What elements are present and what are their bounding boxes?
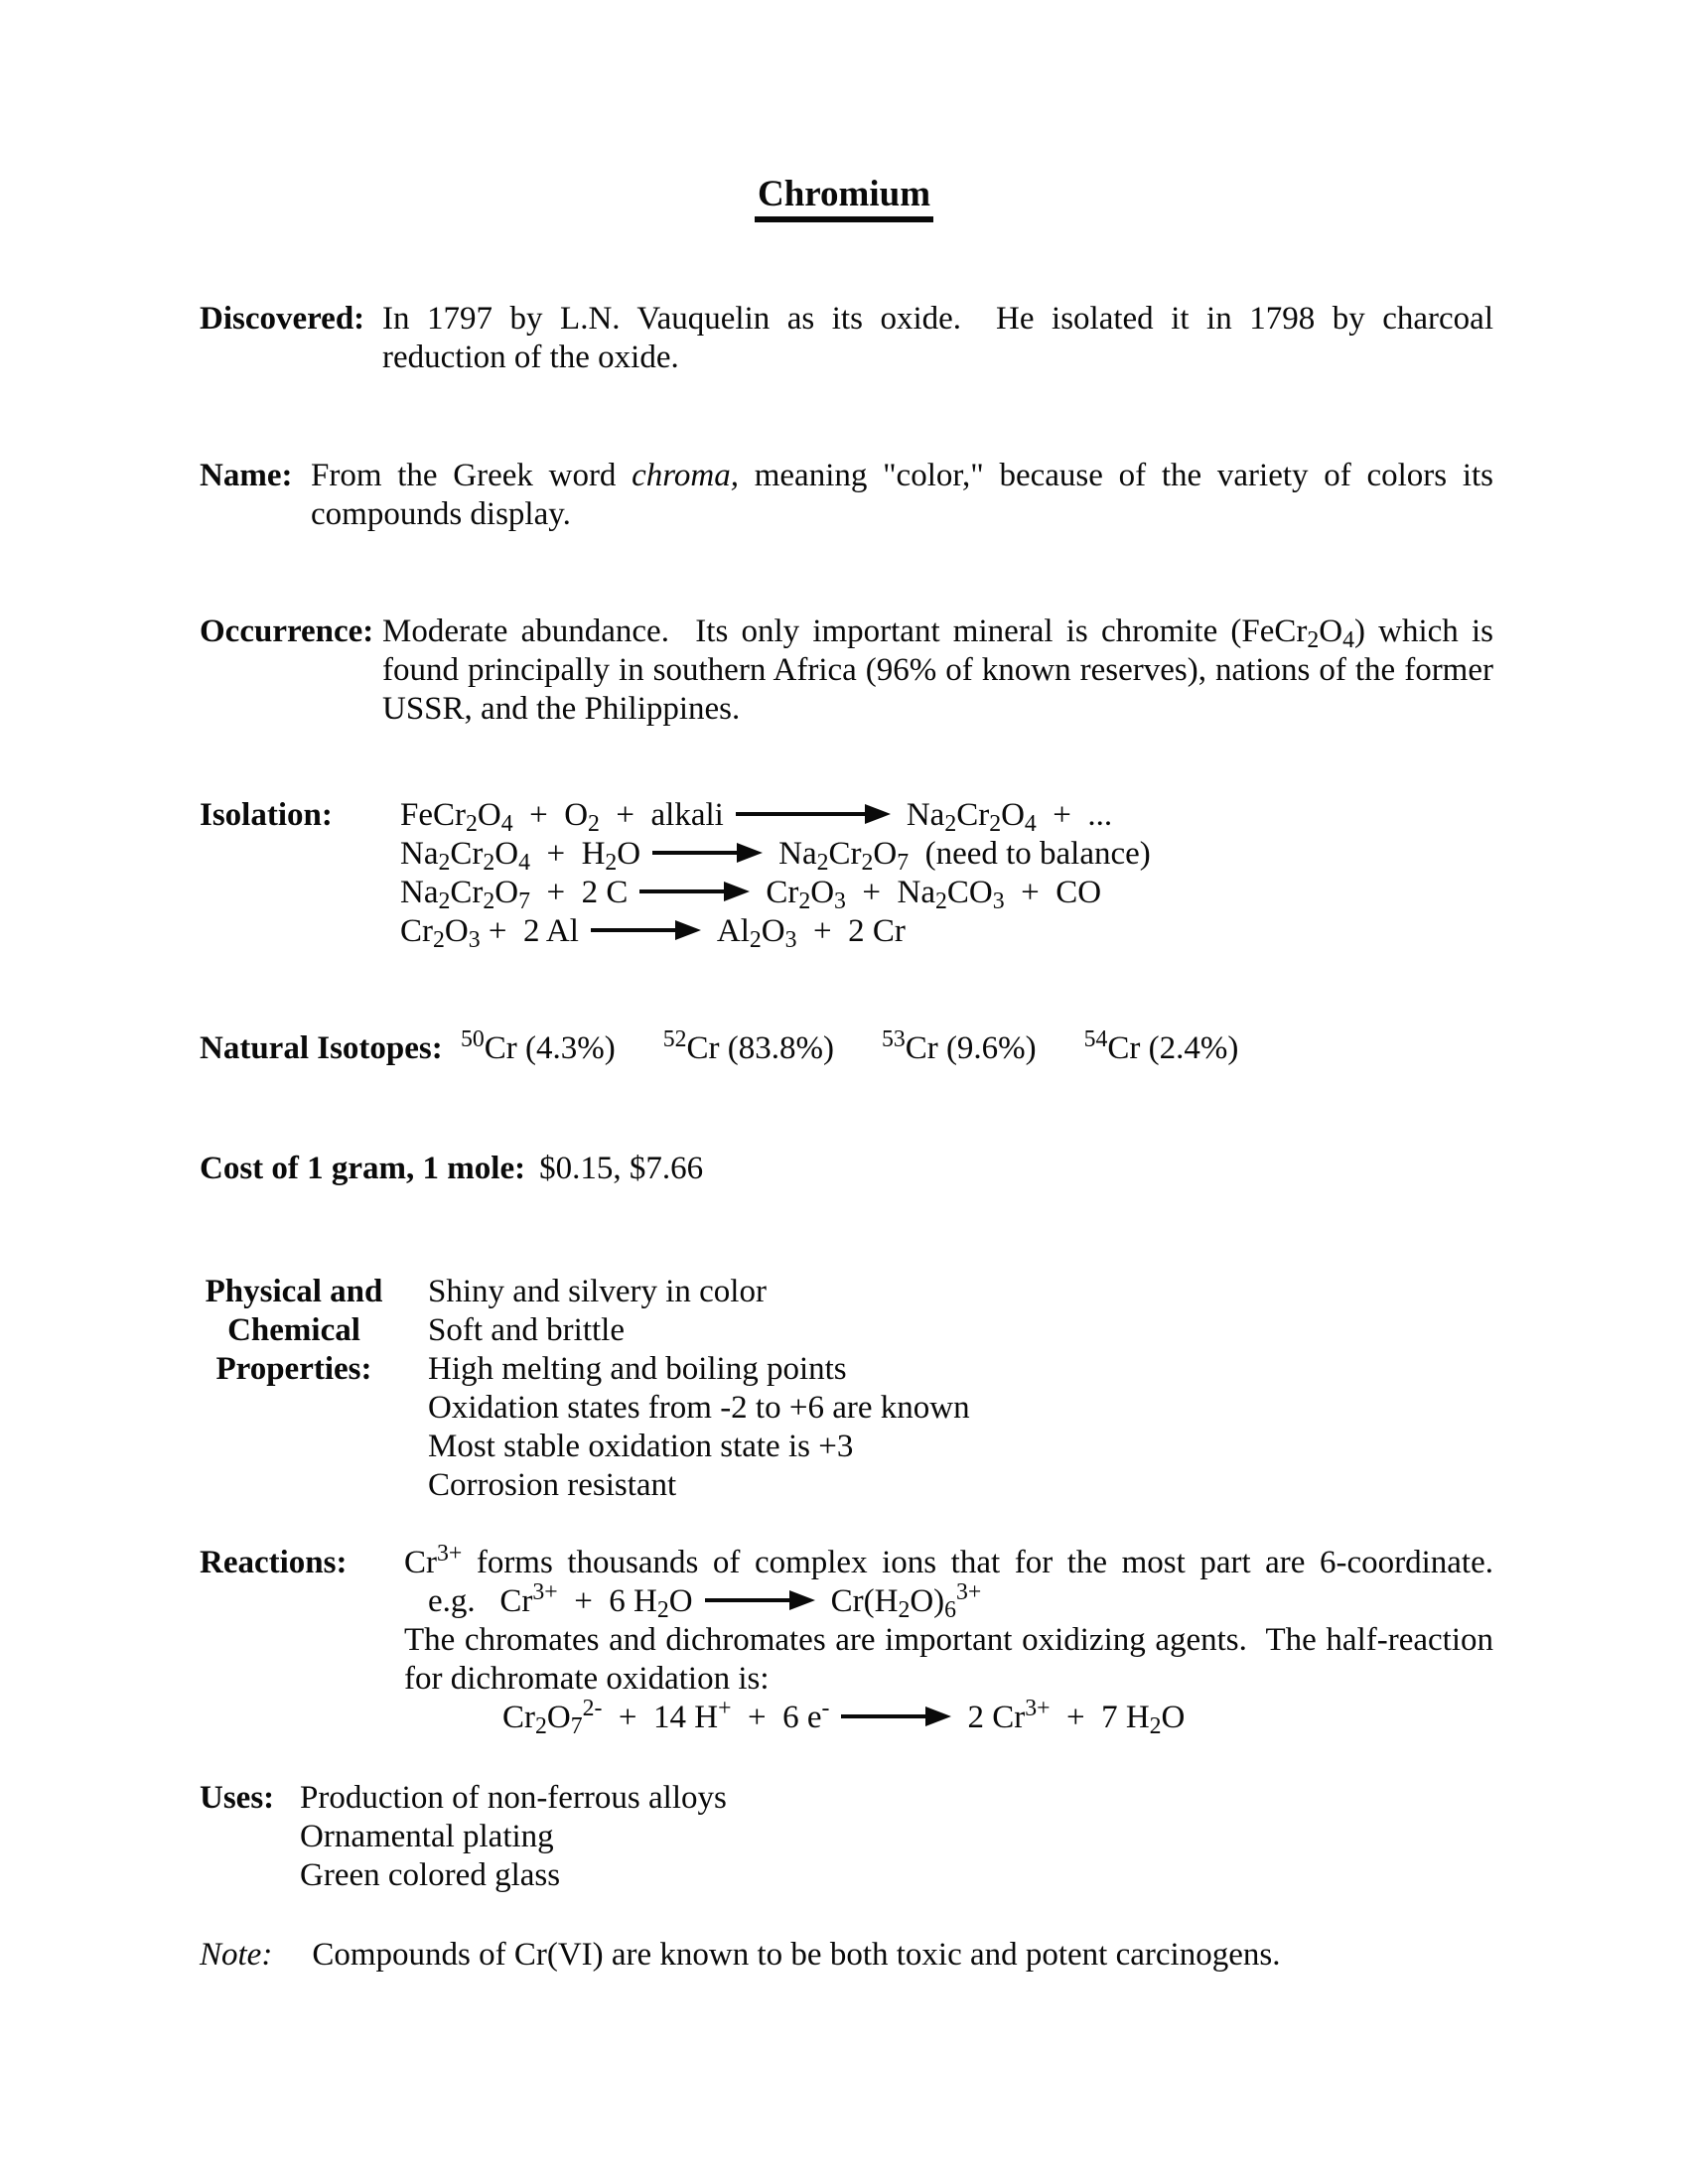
isotopes-label: Natural Isotopes: xyxy=(200,1030,443,1066)
equation-rhs: $Al_2O_3 + 2$ Cr xyxy=(716,913,906,954)
isotopes-list xyxy=(461,1026,1688,1068)
note-label: Note: xyxy=(200,1937,273,1973)
use-item: Production of non-ferrous alloys xyxy=(300,1780,727,1816)
isolation-label: Isolation: xyxy=(200,797,333,833)
properties-label-line: Chemical xyxy=(227,1312,360,1348)
section-reactions xyxy=(0,1541,1688,1740)
section-isolation xyxy=(0,796,1688,954)
properties-list xyxy=(428,1273,1688,1505)
equation-lhs: $Cr_2O_7^{2-} + 14$ H+ + 6 e- xyxy=(502,1696,830,1740)
properties-label xyxy=(200,1273,388,1389)
use-item: Ornamental plating xyxy=(300,1819,554,1854)
note-text: Compounds of Cr(VI) are known to be both toxic and potent carcinogens. xyxy=(312,1937,1281,1973)
isotope-item: $^{50}$Cr (4.3%) xyxy=(461,1026,616,1066)
equation-lhs: $Na_2Cr_2O_4 + H_2O$ xyxy=(400,836,641,877)
properties-label-line: Properties: xyxy=(215,1351,372,1387)
name-line: compounds display. xyxy=(311,496,571,532)
discovered-text xyxy=(382,300,1493,377)
equation-rhs: 2 $Cr^{3+} + 7$ $H_2O$ xyxy=(967,1696,1186,1740)
isolation-equations xyxy=(400,796,1688,954)
equation-lhs: $Na_2Cr_2O_7 + 2$ C xyxy=(400,875,629,915)
uses-list xyxy=(300,1779,1688,1895)
section-occurrence xyxy=(0,613,1688,729)
equation-rhs: $Na_2Cr_2O_4$ + ... xyxy=(906,797,1113,838)
occurrence-label: Occurrence: xyxy=(200,614,374,649)
equation-lhs: $Cr_2O_3 + 2$ Al xyxy=(400,913,579,954)
name-line: From the Greek word chroma, meaning "color," because of the variety of colors its xyxy=(311,458,1493,493)
isolation-equation xyxy=(400,912,1688,954)
equation-rhs: $Cr(H_2O)_6^{3+}$ xyxy=(830,1579,982,1624)
cost-line xyxy=(200,1150,1688,1188)
isolation-equation xyxy=(400,796,1688,838)
name-label: Name: xyxy=(200,458,293,493)
isotope-item: $^{54}$Cr (2.4%) xyxy=(1083,1026,1239,1066)
isolation-equation xyxy=(400,874,1688,915)
property-item: Soft and brittle xyxy=(428,1312,625,1348)
reactions-body-line: The chromates and dichromates are important oxidizing agents. The half-reaction xyxy=(404,1622,1493,1658)
property-item: Shiny and silvery in color xyxy=(428,1274,767,1309)
reactions-text xyxy=(404,1541,1493,1740)
property-item: Oxidation states from -2 to +6 are known xyxy=(428,1390,970,1426)
occurrence-line: found principally in southern Africa (96% of known reserves), nations of the former xyxy=(382,652,1493,688)
document-title-row xyxy=(0,174,1688,222)
discovered-line: In 1797 by L.N. Vauquelin as its oxide. He isolated it in 1798 by charcoal xyxy=(382,301,1493,337)
property-item: Most stable oxidation state is +3 xyxy=(428,1429,854,1464)
arrow-icon xyxy=(841,1714,925,1718)
section-properties xyxy=(0,1273,1688,1505)
section-uses xyxy=(0,1779,1688,1895)
cost-value: $0.15, $7.66 xyxy=(539,1151,704,1186)
arrow-icon xyxy=(639,889,724,893)
section-discovered xyxy=(0,300,1688,377)
arrow-icon xyxy=(705,1598,789,1602)
discovered-line: reduction of the oxide. xyxy=(382,340,679,375)
property-item: High melting and boiling points xyxy=(428,1351,847,1387)
reactions-intro: $Cr^{3+}$ forms thousands of complex ions that for the most part are 6-coordinate. xyxy=(404,1541,1493,1580)
isotope-item: $^{53}$Cr (9.6%) xyxy=(881,1026,1037,1066)
reactions-label: Reactions: xyxy=(200,1545,348,1580)
note-line xyxy=(200,1936,1688,1975)
property-item: Corrosion resistant xyxy=(428,1467,677,1503)
equation-rhs: $Cr_2O_3 + Na_2CO_3$ + CO xyxy=(766,875,1102,915)
equation-lhs: e.g. $Cr^{3+} + 6$ $H_2O$ xyxy=(428,1579,693,1624)
isolation-equation xyxy=(400,835,1688,877)
half-reaction-equation xyxy=(502,1696,1493,1740)
use-item: Green colored glass xyxy=(300,1857,561,1893)
section-isotopes xyxy=(0,1026,1688,1068)
discovered-label: Discovered: xyxy=(200,301,365,337)
properties-label-line: Physical and xyxy=(205,1274,383,1309)
uses-label: Uses: xyxy=(200,1780,275,1816)
long-arrow-icon xyxy=(736,812,865,816)
cost-label: Cost of 1 gram, 1 mole: xyxy=(200,1151,526,1186)
isotope-item: $^{52}$Cr (83.8%) xyxy=(662,1026,834,1066)
occurrence-line: Moderate abundance. Its only important mineral is chromite $(FeCr_2O_4)$ which is xyxy=(382,614,1493,654)
arrow-icon xyxy=(591,928,675,932)
equation-lhs: $FeCr_2O_4 + O_2$ + alkali xyxy=(400,797,724,838)
document-title: Chromium xyxy=(755,174,933,222)
section-name xyxy=(0,457,1688,534)
reactions-example-equation xyxy=(428,1579,1493,1624)
arrow-icon xyxy=(652,851,737,855)
occurrence-text xyxy=(382,613,1493,729)
section-cost xyxy=(0,1150,1688,1188)
reactions-body-line: for dichromate oxidation is: xyxy=(404,1661,770,1697)
occurrence-line: USSR, and the Philippines. xyxy=(382,691,741,727)
equation-rhs: $Na_2Cr_2O_7$ (need to balance) xyxy=(778,836,1151,877)
section-note xyxy=(0,1936,1688,1975)
name-text xyxy=(311,457,1493,534)
